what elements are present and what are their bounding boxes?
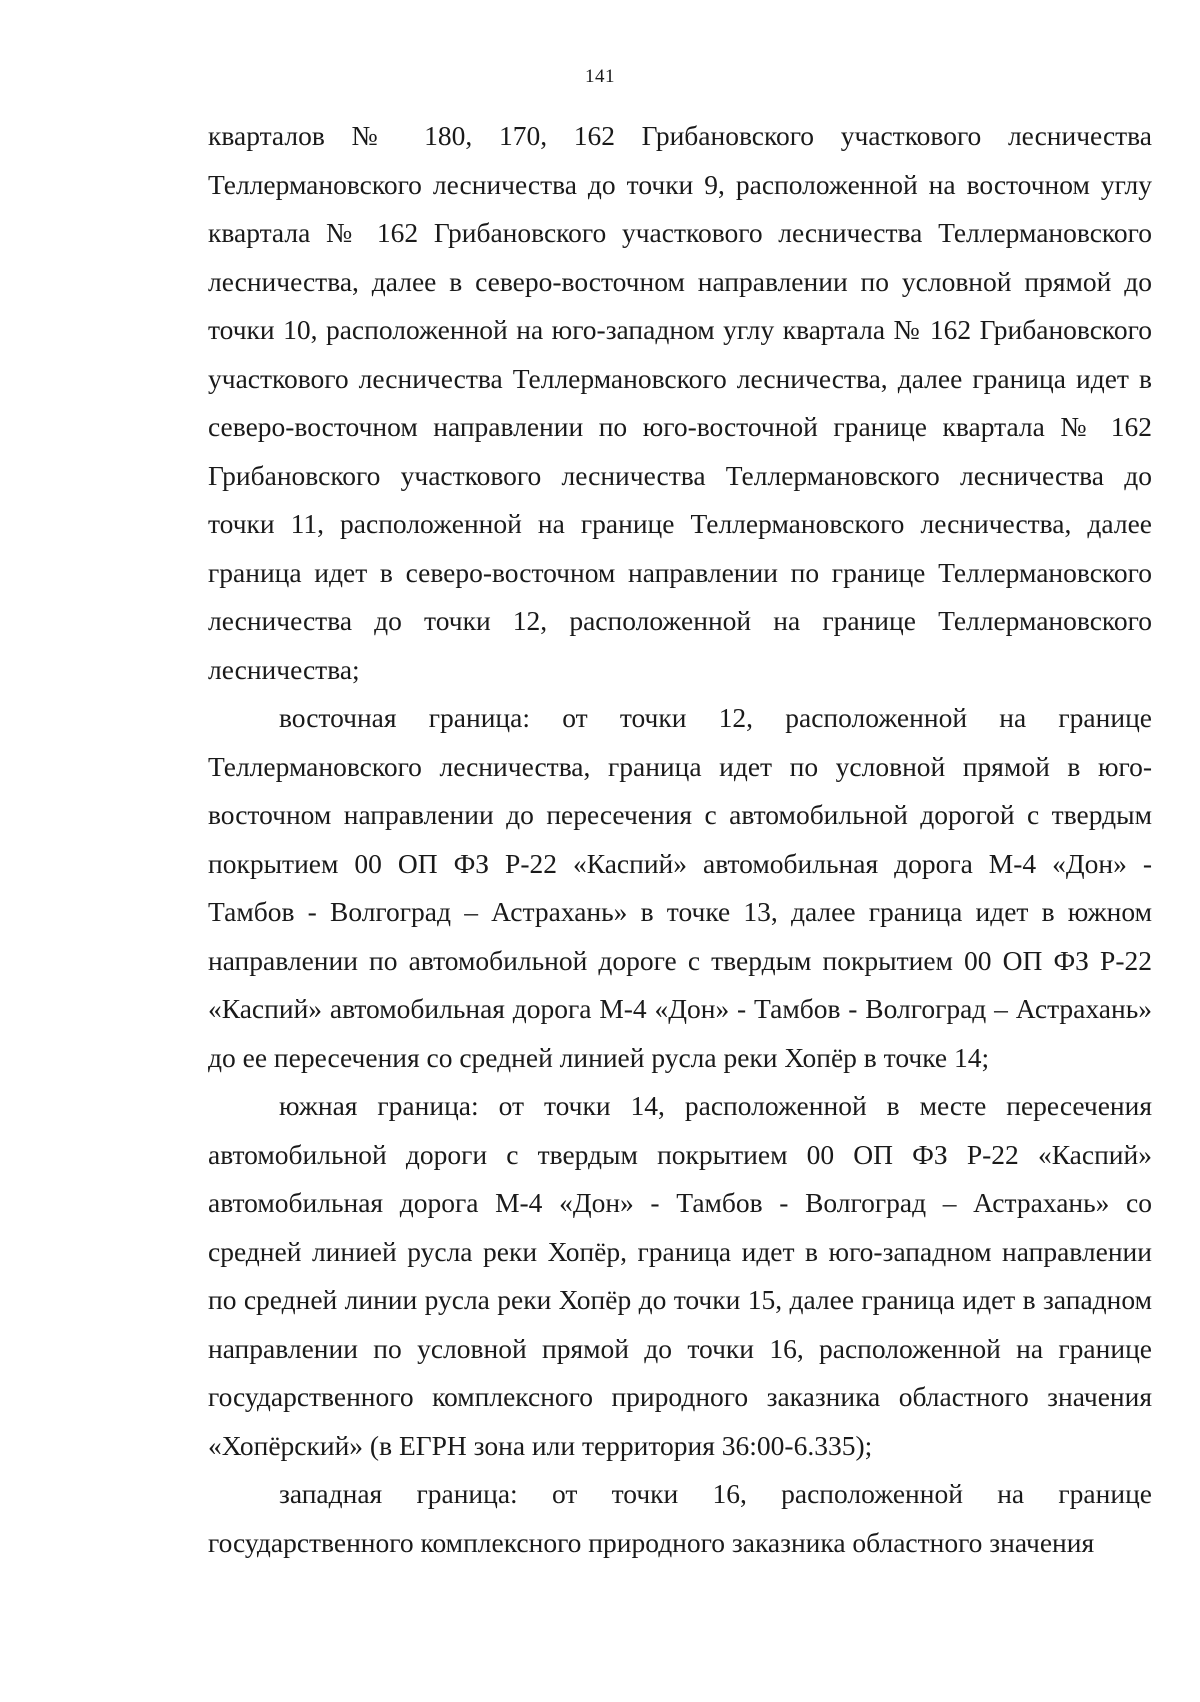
paragraph-south-boundary: южная граница: от точки 14, расположенной в месте пересечения автомобильной дороги с твердым покрытием 00 ОП ФЗ Р-22 «Каспий» автомобильная дорога М-4 «Дон» - Тамбов - Волгоград – Астрахань» со средней линией русла реки Хопёр, граница идет в юго-западном направлении по средней линии русла реки Хопёр до точки 15, далее граница идет в западном направлении по условной прямой до точки 16, расположенной на границе государственного комплексного природного заказника областного значения «Хопёрский» (в ЕГРН зона или территория 36:00-6.335); [208,1090,1152,1461]
page-number: 141 [585,66,615,87]
document-body [208,112,1152,1567]
paragraph-north-boundary-continuation: кварталов № 180, 170, 162 Грибановского участкового лесничества Теллермановского лесничества до точки 9, расположенной на восточном углу квартала № 162 Грибановского участкового лесничества Теллермановского лесничества, далее в северо-восточном направлении по условной прямой до точки 10, расположенной на юго-западном углу квартала № 162 Грибановского участкового лесничества Теллермановского лесничества, далее граница идет в северо-восточном направлении по юго-восточной границе квартала № 162 Грибановского участкового лесничества Теллермановского лесничества до точки 11, расположенной на границе Теллермановского лесничества, далее граница идет в северо-восточном направлении по границе Теллермановского лесничества до точки 12, расположенной на границе Теллермановского лесничества; [208,120,1152,685]
paragraph-west-boundary: западная граница: от точки 16, расположенной на границе государственного комплексного природного заказника областного значения [208,1478,1152,1558]
paragraph-east-boundary: восточная граница: от точки 12, расположенной на границе Теллермановского лесничества, граница идет по условной прямой в юго-восточном направлении до пересечения с автомобильной дорогой с твердым покрытием 00 ОП ФЗ Р-22 «Каспий» автомобильная дорога М-4 «Дон» - Тамбов - Волгоград – Астрахань» в точке 13, далее граница идет в южном направлении по автомобильной дороге с твердым покрытием 00 ОП ФЗ Р-22 «Каспий» автомобильная дорога М-4 «Дон» - Тамбов - Волгоград – Астрахань» до ее пересечения со средней линией русла реки Хопёр в точке 14; [208,702,1152,1073]
